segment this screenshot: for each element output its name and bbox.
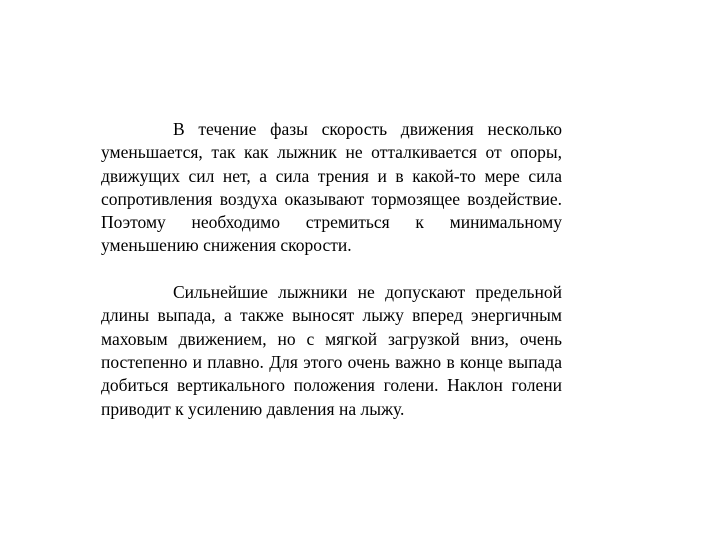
paragraph-strongest-skiers: Сильнейшие лыжники не допускают предельной длины выпада, а также выносят лыжу вперед энергичным маховым движением, но с мягкой загрузкой вниз, очень постепенно и плавно. Для этого очень важно в конце выпада добиться вертикального положения голени. Наклон голени приводит к усилению давления на лыжу. <box>101 282 562 419</box>
text-block <box>101 118 562 421</box>
paragraph-phase-speed: В течение фазы скорость движения несколько уменьшается, так как лыжник не отталкивается от опоры, движущих сил нет, а сила трения и в какой-то мере сила сопротивления воздуха оказывают тормозящее воздействие. Поэтому необходимо стремиться к минимальному уменьшению снижения скорости. <box>101 119 562 256</box>
